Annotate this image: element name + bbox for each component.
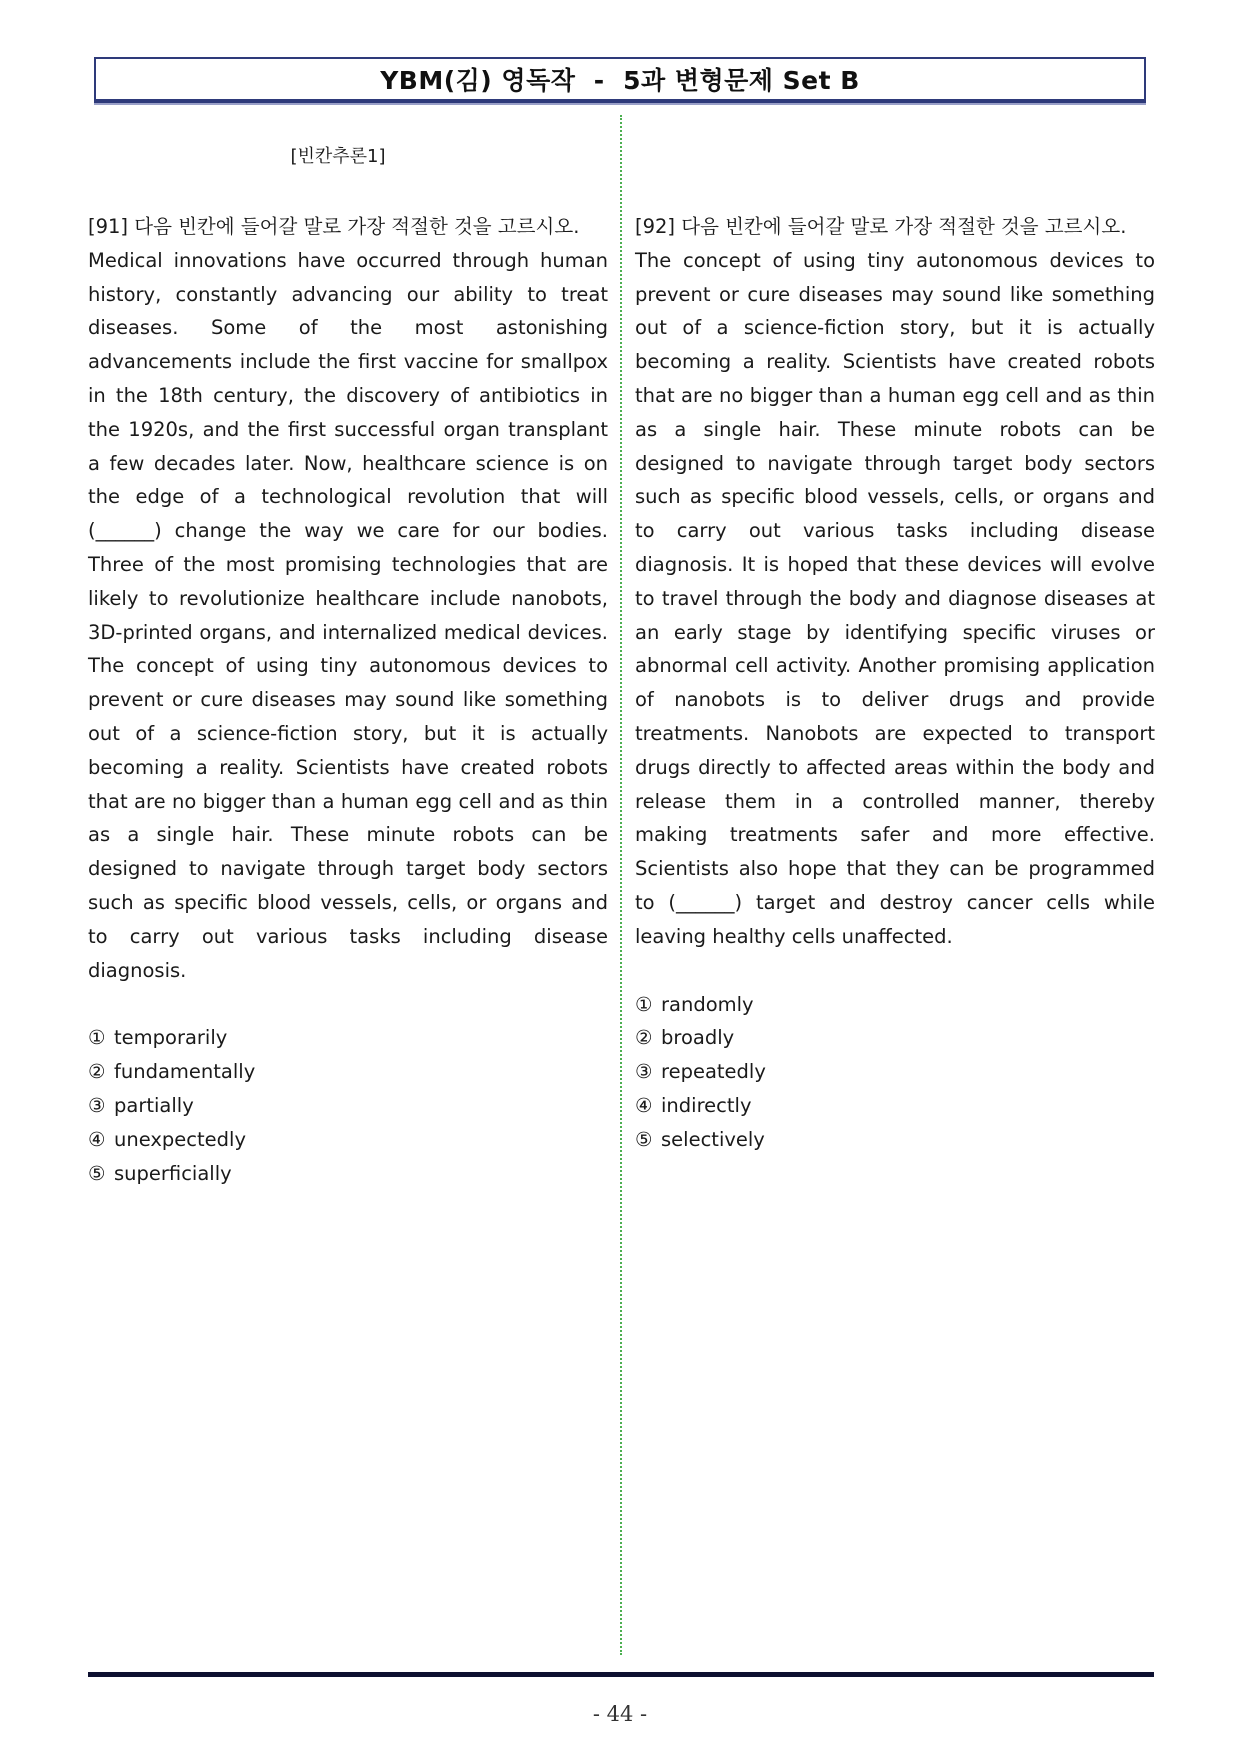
page-title: YBM(김) 영독작 - 5과 변형문제 Set B <box>380 66 860 95</box>
page-number: - 44 - <box>592 1702 648 1726</box>
question-91-prompt: [91] 다음 빈칸에 들어갈 말로 가장 적절한 것을 고르시오. <box>88 215 580 238</box>
question-92-choices <box>635 988 1155 1157</box>
right-column <box>635 140 1155 1157</box>
choice-number: ② <box>635 1026 653 1050</box>
choice-number: ③ <box>88 1093 106 1117</box>
choice-item <box>88 1089 608 1123</box>
choice-text: fundamentally <box>114 1060 256 1084</box>
choice-text: repeatedly <box>661 1060 766 1084</box>
choice-number: ④ <box>635 1093 653 1117</box>
choice-text: selectively <box>661 1127 765 1151</box>
section-label: [빈칸추론1] <box>290 146 386 167</box>
choice-text: partially <box>114 1093 194 1117</box>
choice-number: ② <box>88 1060 106 1084</box>
footer-rule <box>88 1672 1154 1677</box>
choice-item <box>635 988 1155 1022</box>
choice-number: ⑤ <box>635 1127 653 1151</box>
choice-item <box>88 1055 608 1089</box>
choice-number: ① <box>635 992 653 1016</box>
question-91-passage: Medical innovations have occurred through human history, constantly advancing our ability to treat diseases. Some of the most astonishing advancements include the first vaccine for smallpox in the 18th century, the discovery of antibiotics in the 1920s, and the first successful organ transplant a few decades later. Now, healthcare science is on the edge of a technological revolution that will (______) change the way we care for our bodies. Three of the most promising technologies that are likely to revolutionize healthcare include nanobots, 3D-printed organs, and internalized medical devices. The concept of using tiny autonomous devices to prevent or cure diseases may sound like something out of a science-fiction story, but it is actually becoming a reality. Scientists have created robots that are no bigger than a human egg cell and as thin as a single hair. These minute robots can be designed to navigate through target body sectors such as specific blood vessels, cells, or organs and to carry out various tasks including disease diagnosis. <box>88 248 608 982</box>
choice-item <box>635 1055 1155 1089</box>
page-header <box>94 57 1146 103</box>
choice-item <box>635 1021 1155 1055</box>
choice-text: superficially <box>114 1161 232 1185</box>
section-spacer <box>635 140 1155 174</box>
choice-number: ⑤ <box>88 1161 106 1185</box>
choice-number: ③ <box>635 1060 653 1084</box>
left-column <box>88 140 608 1190</box>
choice-text: broadly <box>661 1026 735 1050</box>
question-92-prompt: [92] 다음 빈칸에 들어갈 말로 가장 적절한 것을 고르시오. <box>635 215 1127 238</box>
column-divider <box>620 115 622 1655</box>
choice-item <box>635 1089 1155 1123</box>
choice-text: unexpectedly <box>114 1127 246 1151</box>
choice-item <box>88 1123 608 1157</box>
choice-number: ① <box>88 1026 106 1050</box>
question-91-choices <box>88 1021 608 1190</box>
choice-text: randomly <box>661 992 754 1016</box>
choice-item <box>88 1157 608 1191</box>
choice-number: ④ <box>88 1127 106 1151</box>
choice-item <box>88 1021 608 1055</box>
choice-item <box>635 1123 1155 1157</box>
choice-text: temporarily <box>114 1026 228 1050</box>
choice-text: indirectly <box>661 1093 752 1117</box>
question-92-passage: The concept of using tiny autonomous devices to prevent or cure diseases may sound like something out of a science-fiction story, but it is actually becoming a reality. Scientists have created robots that are no bigger than a human egg cell and as thin as a single hair. These minute robots can be designed to navigate through target body sectors such as specific blood vessels, cells, or organs and to carry out various tasks including disease diagnosis. It is hoped that these devices will evolve to travel through the body and diagnose diseases at an early stage by identifying specific viruses or abnormal cell activity. Another promising application of nanobots is to deliver drugs and provide treatments. Nanobots are expected to transport drugs directly to affected areas within the body and release them in a controlled manner, thereby making treatments safer and more effective. Scientists also hope that they can be programmed to (______) target and destroy cancer cells while leaving healthy cells unaffected. <box>635 248 1155 948</box>
